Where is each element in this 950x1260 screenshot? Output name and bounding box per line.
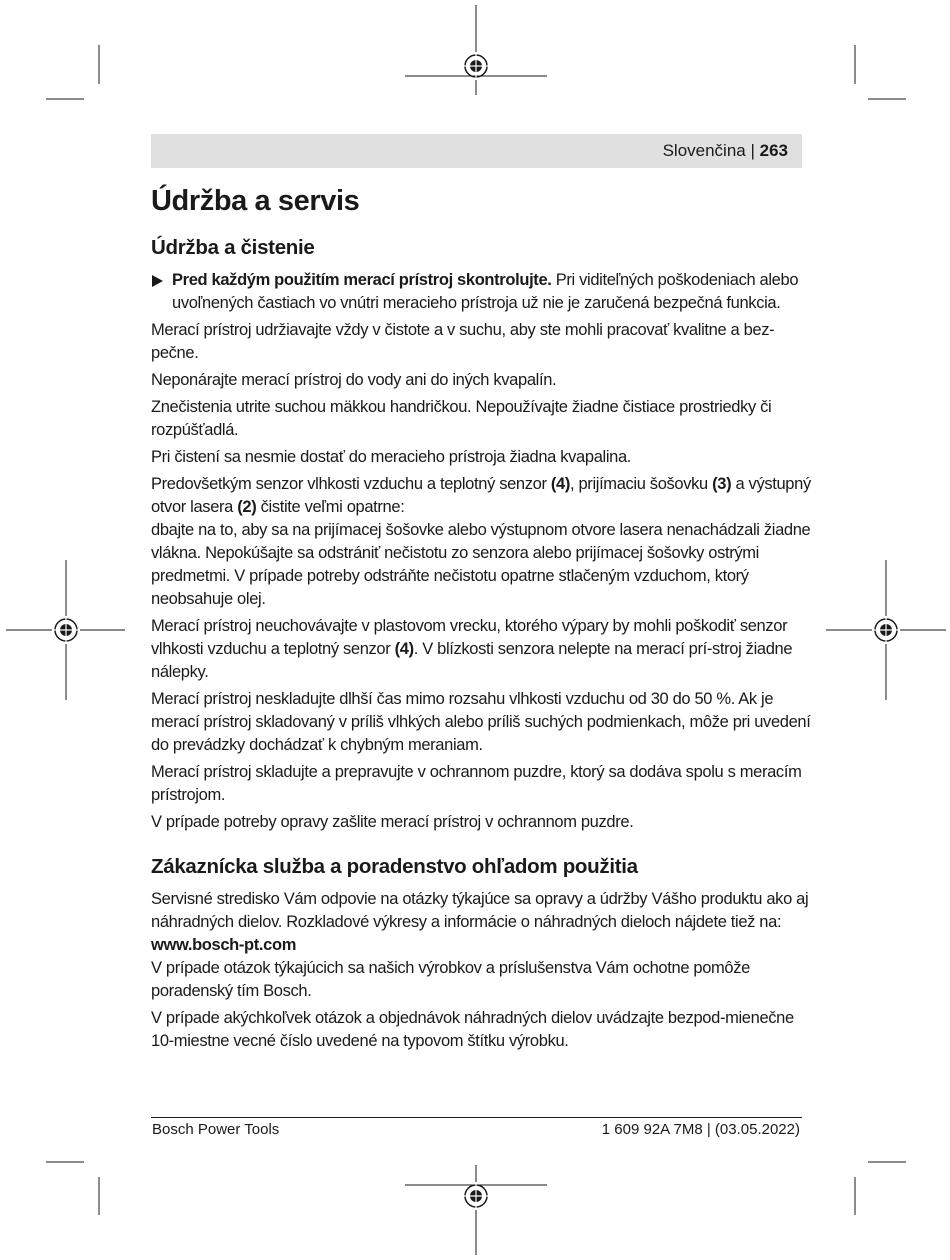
- registration-mark-bottom: [462, 1182, 490, 1210]
- paragraph: Merací prístroj neskladujte dlhší čas mimo rozsahu vlhkosti vzduchu od 30 do 50 %. Ak je merací prístroj skladovaný v príliš vlhkých alebo príliš suchých podmienkach, môže pri uvedení do prevádzky dochádzať k chybným meraniam.: [151, 690, 811, 754]
- warning-text: Pri viditeľných poškodeniach alebo uvoľnených častiach vo vnútri meracieho prístroja už nie je zaručená bezpečná funkcia.: [172, 271, 799, 312]
- paragraph: [151, 473, 811, 519]
- reference-number: (2): [237, 498, 257, 516]
- header-language: Slovenčina: [662, 141, 746, 160]
- paragraph: V prípade akýchkoľvek otázok a objednávok náhradných dielov uvádzajte bezpod-mienečne 10-miestne vecné číslo uvedené na typovom štítku výrobku.: [151, 1009, 794, 1050]
- registration-mark-left: [52, 616, 80, 644]
- page-header: [151, 134, 802, 168]
- header-text: [663, 141, 788, 161]
- paragraph: [151, 888, 811, 957]
- text-run: čistite veľmi opatrne:: [256, 498, 405, 516]
- text-run: a výstupný otvor lasera: [151, 475, 811, 516]
- registration-mark-right: [872, 616, 900, 644]
- paragraph: [151, 615, 811, 684]
- paragraph: Merací prístroj udržiavajte vždy v čistote a v suchu, aby ste mohli pracovať kvalitne a bez-pečne.: [151, 321, 775, 362]
- paragraph: dbajte na to, aby sa na prijímacej šošovke alebo výstupnom otvore lasera nenachádzali žiadne vlákna. Nepokúšajte sa odstrániť nečistotu zo senzora alebo prijímacej šošovky ostrými predmetmi. V prípade potreby odstráňte nečistotu opatrne stlačeným vzduchom, ktorý neobsahuje olej.: [151, 521, 811, 608]
- reference-number: (4): [394, 640, 414, 658]
- warning-bold-text: Pred každým použitím merací prístroj skontrolujte.: [172, 271, 552, 289]
- reference-number: (4): [550, 475, 570, 493]
- reference-number: (3): [712, 475, 732, 493]
- paragraph: Znečistenia utrite suchou mäkkou handričkou. Nepoužívajte žiadne čistiace prostriedky či rozpúšťadlá.: [151, 398, 772, 439]
- paragraph: V prípade otázok týkajúcich sa našich výrobkov a príslušenstva Vám ochotne pomôže poradenský tím Bosch.: [151, 959, 750, 1000]
- text-run: Merací prístroj neuchovávajte v plastovom vrecku, ktorého výpary by mohli poškodiť senzor vlhkosti vzduchu a teplotný senzor: [151, 617, 788, 658]
- paragraph: Pri čistení sa nesmie dostať do meracieho prístroja žiadna kvapalina.: [151, 448, 632, 466]
- section-heading-customer-service: Zákaznícka služba a poradenstvo ohľadom použitia: [151, 855, 638, 878]
- text-run: Predovšetkým senzor vlhkosti vzduchu a teplotný senzor: [151, 475, 551, 493]
- section-heading-maintenance: Údržba a čistenie: [151, 236, 315, 259]
- page-content: [151, 180, 811, 1057]
- header-separator: |: [745, 141, 760, 160]
- page-title: Údržba a servis: [151, 185, 360, 217]
- footer-brand: Bosch Power Tools: [152, 1121, 280, 1138]
- website-link[interactable]: www.bosch-pt.com: [151, 936, 297, 954]
- footer-divider: [151, 1117, 802, 1118]
- text-run: . V blízkosti senzora nelepte na merací prí-stroj žiadne nálepky.: [151, 640, 793, 681]
- footer-doc-id: 1 609 92A 7M8 | (03.05.2022): [601, 1121, 800, 1138]
- page-number: 263: [759, 141, 788, 160]
- warning-bullet: [151, 269, 811, 315]
- paragraph: Merací prístroj skladujte a prepravujte v ochrannom puzdre, ktorý sa dodáva spolu s meracím prístrojom.: [151, 763, 802, 804]
- text-run: Servisné stredisko Vám odpovie na otázky týkajúce sa opravy a údržby Vášho produktu ako aj náhradných dielov. Rozkladové výkresy a informácie o náhradných dieloch nájdete tiež na:: [151, 890, 809, 931]
- paragraph: V prípade potreby opravy zašlite merací prístroj v ochrannom puzdre.: [151, 813, 634, 831]
- text-run: , prijímaciu šošovku: [570, 475, 713, 493]
- triangle-bullet-icon: [152, 275, 163, 287]
- paragraph: Neponárajte merací prístroj do vody ani do iných kvapalín.: [151, 371, 557, 389]
